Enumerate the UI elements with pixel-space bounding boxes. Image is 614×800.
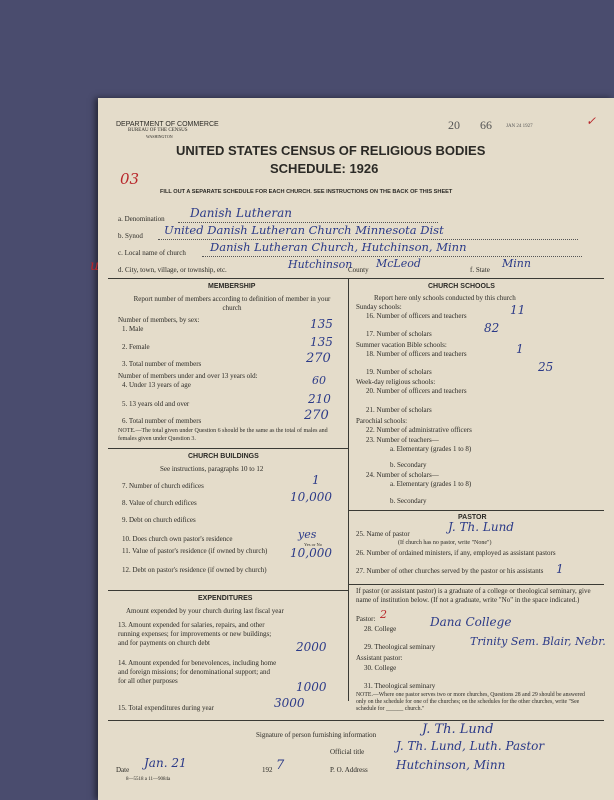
date-value: Jan. 21 xyxy=(144,756,187,770)
ordained-ministers-label: 26. Number of ordained ministers, if any, employed as assistant pastors xyxy=(356,549,556,557)
membership-note: NOTE.—The total given under Question 6 should be the same as the total of males and females given under Question 3. xyxy=(118,428,328,442)
residence-value-label: 11. Value of pastor's residence (if owned by church) xyxy=(122,547,268,555)
ss-teachers-value: 11 xyxy=(510,303,526,317)
ss-scholars-label: 17. Number of scholars xyxy=(366,330,432,338)
admin-officers-label: 22. Number of administrative officers xyxy=(366,426,472,434)
edifices-value: 1 xyxy=(312,473,320,487)
census-schedule-form xyxy=(90,98,614,800)
pastor-name-value: J. Th. Lund xyxy=(448,520,514,534)
running-expenses-label: 13. Amount expended for salaries, repairs, and other running expenses; for improvements or new buildings; and for payments on church debt xyxy=(118,621,272,647)
residence-debt-label: 12. Debt on pastor's residence (if owned by church) xyxy=(122,566,267,574)
benevolences-label: 14. Amount expended for benevolences, including home and foreign missions; for denominational support; and for all other purposes xyxy=(118,659,277,685)
pastor-note: NOTE.—Where one pastor serves two or more churches, Questions 28 and 29 should be answered only on the schedule for one of the churches; on the schedules for the other churches, write "See schedule for ______ church." xyxy=(356,692,585,712)
total-expenditures-label: 15. Total expenditures during year xyxy=(118,704,214,712)
total-members-label: 3. Total number of members xyxy=(122,360,202,368)
state-label: f. State xyxy=(470,266,490,274)
wd-teachers-label: 20. Number of officers and teachers xyxy=(366,387,467,395)
college-label: 28. College xyxy=(364,625,397,633)
po-address-value: Hutchinson, Minn xyxy=(396,758,506,772)
form-title: UNITED STATES CENSUS OF RELIGIOUS BODIES xyxy=(176,143,486,158)
signature-label: Signature of person furnishing information xyxy=(256,731,377,739)
stamp-date: JAN 24 1927 xyxy=(506,124,533,129)
benevolences-value: 1000 xyxy=(296,680,327,694)
date-label: Date xyxy=(116,766,130,774)
local-name-label: c. Local name of church xyxy=(118,249,186,257)
teachers-label: 23. Number of teachers— xyxy=(366,436,439,444)
city-town-label: d. City, town, village, or township, etc. xyxy=(118,266,227,274)
seminary-value: Trinity Sem. Blair, Nebr. xyxy=(470,635,606,648)
total-expenditures-value: 3000 xyxy=(274,696,305,710)
summer-label: Summer vacation Bible schools: xyxy=(356,341,447,349)
membership-heading: MEMBERSHIP xyxy=(208,283,256,290)
stamp-number-2: 66 xyxy=(480,118,492,132)
check-mark: ✓ xyxy=(586,114,597,128)
seminary-label: 29. Theological seminary xyxy=(364,643,436,651)
wd-scholars-label: 21. Number of scholars xyxy=(366,406,432,414)
owns-residence-value: yes xyxy=(298,528,317,541)
buildings-sub: See instructions, paragraphs 10 to 12 xyxy=(160,465,264,473)
owns-residence-label: 10. Does church own pastor's residence xyxy=(122,535,233,543)
synod-value: United Danish Lutheran Church Minnesota Dist xyxy=(164,223,444,237)
under-13-label: 4. Under 13 years of age xyxy=(122,381,191,389)
asst-college-label: 30. College xyxy=(364,664,397,672)
other-churches-value: 1 xyxy=(556,562,564,576)
denomination-label: a. Denomination xyxy=(118,215,165,223)
parochial-label: Parochial schools: xyxy=(356,417,408,425)
edifice-value-label: 8. Value of church edifices xyxy=(122,499,197,507)
po-address-label: P. O. Address xyxy=(330,766,368,774)
department-label: DEPARTMENT OF COMMERCE xyxy=(116,121,219,128)
pastor-num: 2 xyxy=(380,608,387,621)
total-members-2-value: 270 xyxy=(304,408,329,423)
pastor-heading: PASTOR xyxy=(458,514,487,521)
male-value: 135 xyxy=(310,317,333,331)
residence-value-value: 10,000 xyxy=(290,546,332,560)
official-title-label: Official title xyxy=(330,748,365,756)
college-value: Dana College xyxy=(430,615,512,629)
pastor-none-hint: (If church has no pastor, write "None") xyxy=(398,540,492,546)
pastor-name-label: 25. Name of pastor xyxy=(356,530,410,538)
ss-scholars-value: 82 xyxy=(484,321,500,335)
edifice-value-value: 10,000 xyxy=(290,490,332,504)
age-heading: Number of members under and over 13 years old: xyxy=(118,372,258,380)
official-title-value: J. Th. Lund, Luth. Pastor xyxy=(396,739,545,753)
under-13-value: 60 xyxy=(312,374,326,387)
assistant-label: Assistant pastor: xyxy=(356,654,403,662)
by-sex-label: Number of members, by sex: xyxy=(118,316,200,324)
county-label: County xyxy=(348,266,369,274)
total-members-value: 270 xyxy=(306,351,331,366)
over-13-label: 5. 13 years old and over xyxy=(122,400,190,408)
vbs-teachers-label: 18. Number of officers and teachers xyxy=(366,350,467,358)
year-digit: 7 xyxy=(276,758,285,773)
ss-teachers-label: 16. Number of officers and teachers xyxy=(366,312,467,320)
vbs-teachers-value: 1 xyxy=(516,342,524,356)
print-code: 8—5518 a 11—9084a xyxy=(126,777,171,782)
denomination-value: Danish Lutheran xyxy=(190,206,293,220)
vbs-scholars-value: 25 xyxy=(538,360,554,374)
buildings-heading: CHURCH BUILDINGS xyxy=(188,453,259,460)
weekday-label: Week-day religious schools: xyxy=(356,378,436,386)
running-expenses-value: 2000 xyxy=(296,640,327,654)
city-town-value: Hutchinson xyxy=(288,258,353,271)
expenditures-heading: EXPENDITURES xyxy=(198,595,253,602)
city-label: WASHINGTON xyxy=(146,134,173,139)
margin-mark: u xyxy=(90,258,100,274)
signature-value: J. Th. Lund xyxy=(422,722,494,737)
teachers-secondary-label: b. Secondary xyxy=(390,461,427,469)
schools-sub: Report here only schools conducted by this church xyxy=(374,294,516,302)
edifices-label: 7. Number of church edifices xyxy=(122,482,204,490)
form-instruction: FILL OUT A SEPARATE SCHEDULE FOR EACH CHURCH. SEE INSTRUCTIONS ON THE BACK OF THIS SHEET xyxy=(160,189,453,195)
sunday-label: Sunday schools: xyxy=(356,303,402,311)
membership-intro: Report number of members according to definition of member in your church xyxy=(133,295,331,312)
female-label: 2. Female xyxy=(122,343,150,351)
pastor-label: Pastor: xyxy=(356,615,376,623)
synod-label: b. Synod xyxy=(118,232,143,240)
other-churches-label: 27. Number of other churches served by the pastor or his assistants xyxy=(356,567,544,575)
yes-no-hint: Yes or No xyxy=(304,542,323,547)
local-name-value: Danish Lutheran Church, Hutchinson, Minn xyxy=(210,240,467,254)
schools-heading: CHURCH SCHOOLS xyxy=(428,283,495,290)
total-members-2-label: 6. Total number of members xyxy=(122,417,202,425)
stamp-number: 20 xyxy=(448,118,460,132)
male-label: 1. Male xyxy=(122,325,144,333)
expenditures-sub: Amount expended by your church during last fiscal year xyxy=(126,607,284,615)
county-value: McLeod xyxy=(376,257,421,270)
scholars-elementary-label: a. Elementary (grades 1 to 8) xyxy=(390,480,472,488)
scholars-secondary-label: b. Secondary xyxy=(390,497,427,505)
female-value: 135 xyxy=(310,335,333,349)
bureau-label: BUREAU OF THE CENSUS xyxy=(128,128,188,133)
state-value: Minn xyxy=(502,257,531,270)
college-note: If pastor (or assistant pastor) is a graduate of a college or theological seminary, give name of institution below. (If not a graduate, write "No" in the space indicated.) xyxy=(356,587,591,604)
edifice-debt-label: 9. Debt on church edifices xyxy=(122,516,196,524)
form-schedule: SCHEDULE: 1926 xyxy=(270,161,379,176)
asst-seminary-label: 31. Theological seminary xyxy=(364,682,436,690)
teachers-elementary-label: a. Elementary (grades 1 to 8) xyxy=(390,445,472,453)
scholars-label: 24. Number of scholars— xyxy=(366,471,439,479)
form-code: 03 xyxy=(120,170,140,188)
over-13-value: 210 xyxy=(308,392,331,406)
vbs-scholars-label: 19. Number of scholars xyxy=(366,368,432,376)
year-label: 192 xyxy=(262,766,273,774)
